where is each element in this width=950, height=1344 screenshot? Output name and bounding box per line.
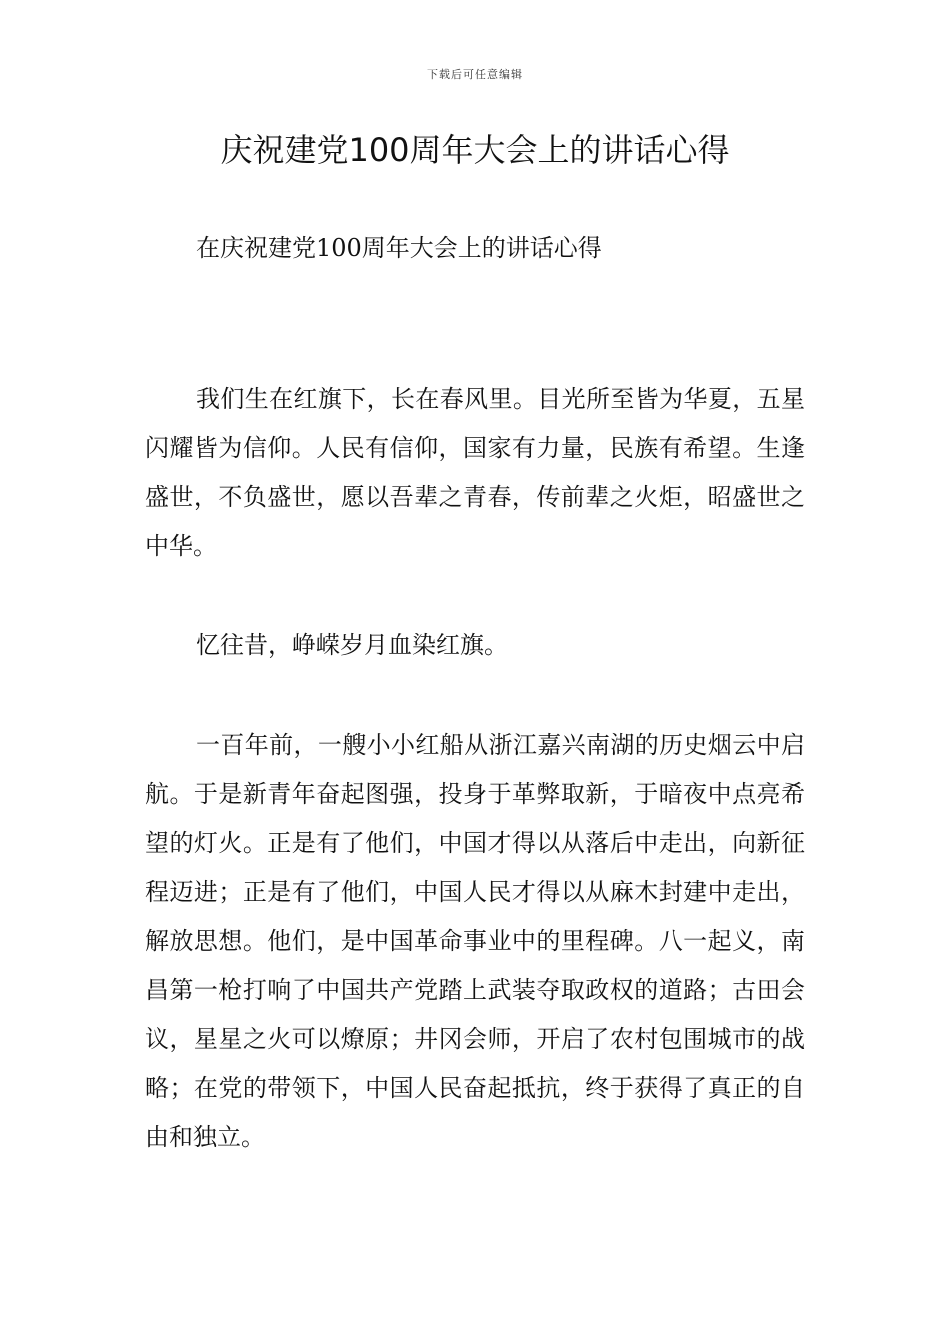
paragraph-1: 我们生在红旗下，长在春风里。目光所至皆为华夏，五星闪耀皆为信仰。人民有信仰，国家有力量，民族有希望。生逢盛世，不负盛世，愿以吾辈之青春，传前辈之火炬，昭盛世之中华。 xyxy=(145,385,805,560)
paragraph-2: 忆往昔，峥嵘岁月血染红旗。 xyxy=(196,631,508,659)
subtitle-paragraph: 在庆祝建党100周年大会上的讲话心得 xyxy=(196,234,602,262)
document-title: 庆祝建党100周年大会上的讲话心得 xyxy=(220,131,730,169)
download-note: 下载后可任意编辑 xyxy=(427,68,523,81)
paragraph-3: 一百年前，一艘小小红船从浙江嘉兴南湖的历史烟云中启航。于是新青年奋起图强，投身于革弊取新，于暗夜中点亮希望的灯火。正是有了他们，中国才得以从落后中走出，向新征程迈进；正是有了他们，中国人民才得以从麻木封建中走出，解放思想。他们，是中国革命事业中的里程碑。八一起义，南昌第一枪打响了中国共产党踏上武装夺取政权的道路；古田会议，星星之火可以燎原；井冈会师，开启了农村包围城市的战略；在党的带领下，中国人民奋起抵抗，终于获得了真正的自由和独立。 xyxy=(145,731,805,1151)
